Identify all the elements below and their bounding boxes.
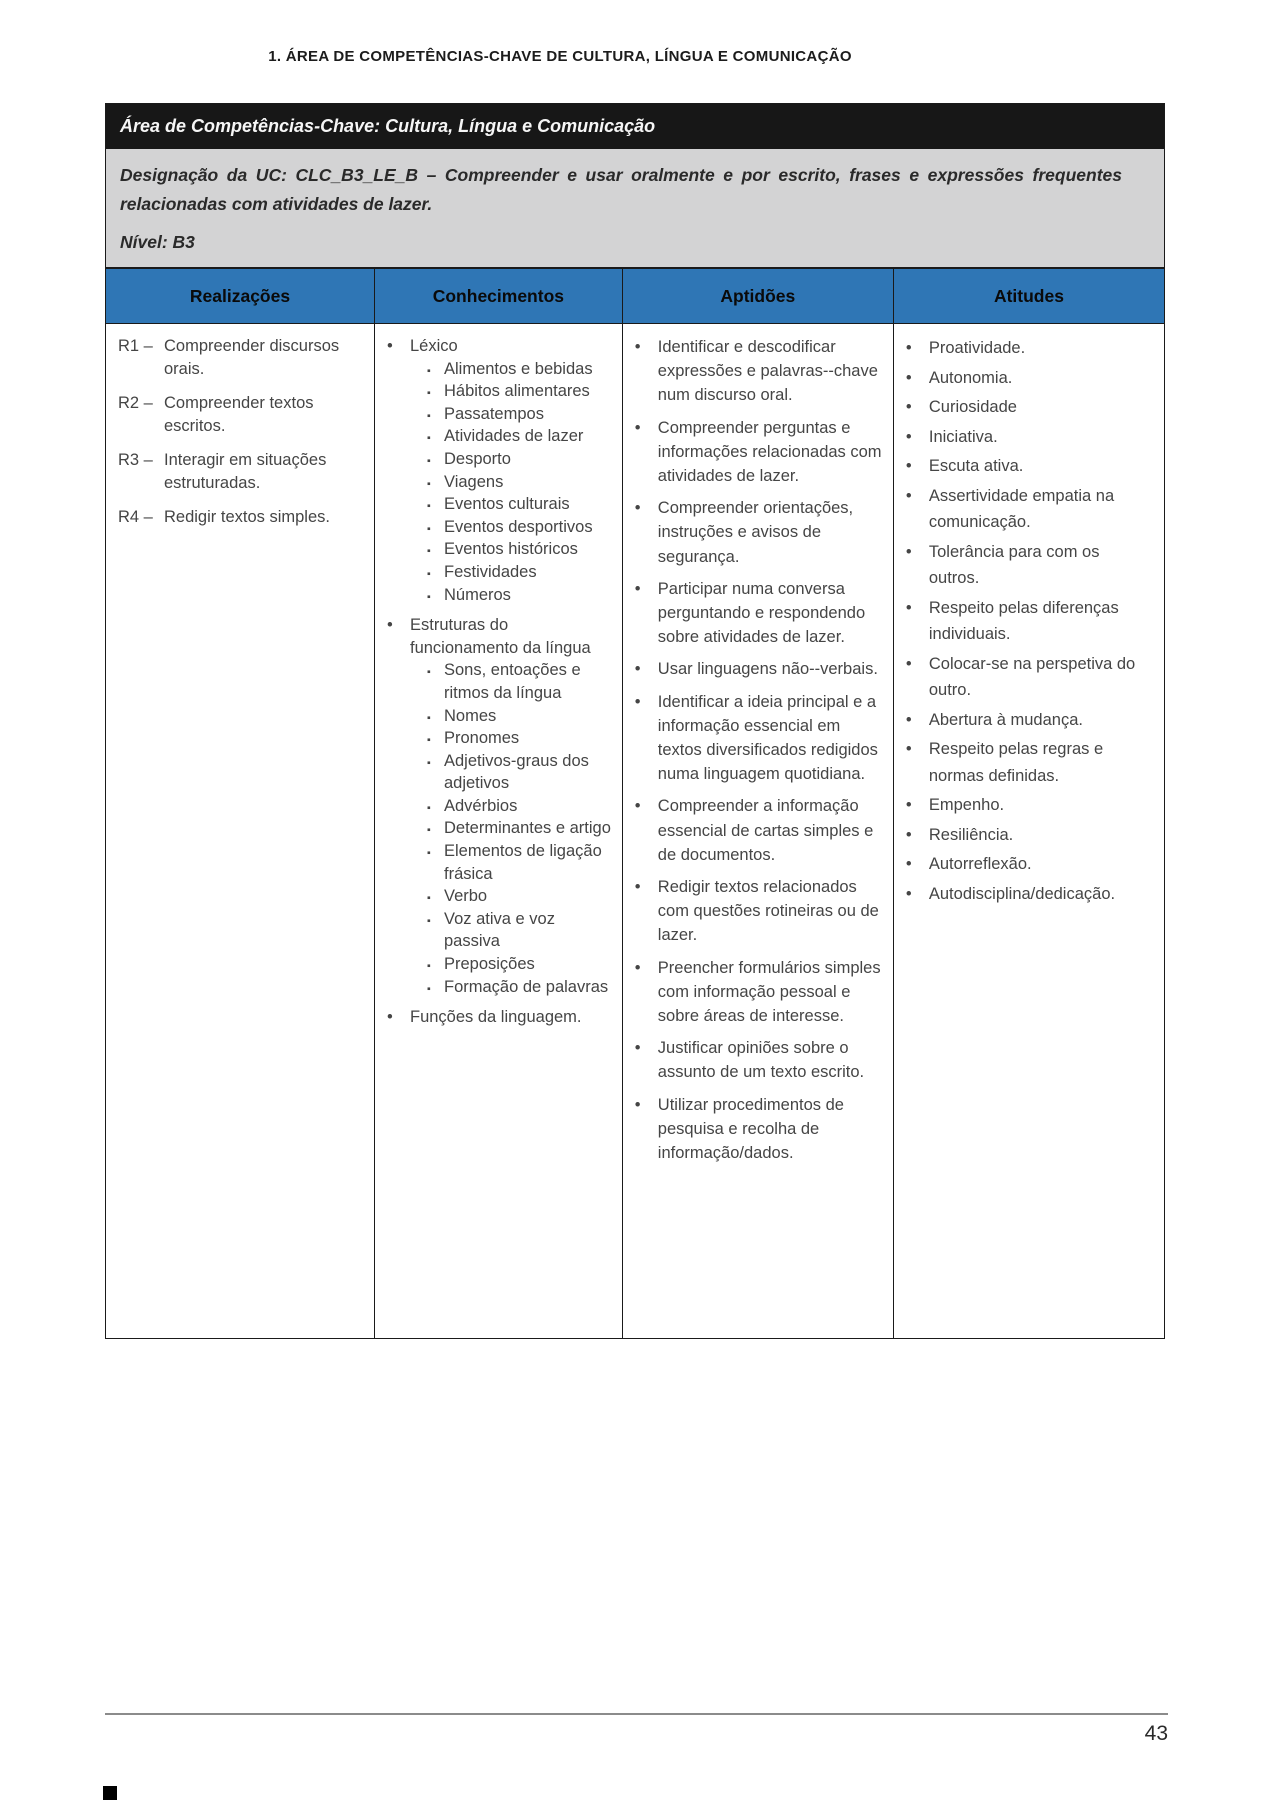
sub-list-item (427, 584, 612, 607)
list-item-text: Justificar opiniões sobre o assunto de um texto escrito. (657, 1039, 865, 1082)
list-item-text: Autorreflexão. (928, 855, 1032, 873)
sub-list-item (427, 358, 612, 381)
uc-designation: Designação da UC: CLC_B3_LE_B – Compreender e usar oralmente e por escrito, frases e expressões frequentes relacionadas com atividades de lazer. (120, 165, 1122, 214)
list-item (906, 707, 1154, 734)
square-bullet-icon: ▪ (426, 590, 431, 603)
square-bullet-icon: ▪ (426, 666, 431, 679)
list-item-text: Curiosidade (928, 398, 1017, 416)
sub-list-item (427, 380, 612, 403)
bullet-icon: • (905, 710, 912, 729)
list-item (635, 1093, 883, 1166)
list-item (387, 614, 612, 998)
sub-list-item (427, 516, 612, 539)
square-bullet-icon: ▪ (426, 477, 431, 490)
list-item (635, 1036, 883, 1084)
col-atitudes (893, 324, 1164, 1339)
competency-table (105, 268, 1165, 1339)
list-item-body (410, 335, 612, 606)
list-item (906, 851, 1154, 878)
sub-list-item-text: Atividades de lazer (443, 427, 584, 446)
list-item (906, 394, 1154, 421)
sub-list-item-text: Elementos de ligação frásica (443, 842, 602, 883)
list-item (635, 496, 883, 569)
square-bullet-icon: ▪ (426, 711, 431, 724)
list-item-text: Iniciativa. (928, 427, 998, 446)
realization-code: R1 – (118, 337, 153, 355)
sub-list-item-text: Formação de palavras (443, 977, 609, 996)
bullet-icon: • (905, 398, 912, 416)
list-item (906, 539, 1154, 592)
list-item-text: Escuta ativa. (928, 457, 1024, 475)
list-item-text: Utilizar procedimentos de pesquisa e recolha de informação/dados. (657, 1095, 844, 1163)
sub-list-item (427, 471, 612, 494)
page-number: 43 (1144, 1722, 1168, 1745)
square-bullet-icon: ▪ (426, 982, 431, 995)
bullet-icon: • (634, 878, 641, 897)
realization-text: Redigir textos simples. (164, 508, 330, 526)
list-item-text: Colocar-se na perspetiva do outro. (928, 654, 1136, 699)
bullet-icon: • (634, 418, 641, 437)
square-bullet-icon: ▪ (426, 960, 431, 973)
square-bullet-icon: ▪ (426, 409, 431, 422)
list-item-text: Compreender a informação essencial de cartas simples e de documentos. (657, 797, 874, 864)
bullet-icon: • (905, 740, 912, 758)
realization-item (118, 449, 364, 495)
sub-list-item (427, 448, 612, 471)
sub-list-item (427, 795, 612, 818)
sub-list-item (427, 659, 612, 704)
column-header-atitudes: Atitudes (893, 269, 1164, 324)
bullet-icon: • (905, 796, 912, 814)
col-aptidoes (622, 324, 893, 1339)
bullet-icon: • (905, 542, 912, 561)
square-bullet-icon: ▪ (426, 454, 431, 467)
list-item-text: Usar linguagens não--verbais. (657, 660, 878, 679)
sub-list (410, 659, 612, 998)
list-item-text: Resiliência. (928, 825, 1014, 844)
sub-list-item-text: Adjetivos-graus dos adjetivos (443, 751, 589, 793)
sub-list-item (427, 727, 612, 750)
bullet-icon: • (634, 579, 641, 598)
sub-list-item-text: Festividades (443, 562, 537, 581)
square-bullet-icon: ▪ (426, 801, 431, 814)
sub-list-item-text: Pronomes (443, 729, 520, 748)
column-header-conhecimentos: Conhecimentos (374, 269, 622, 324)
realization-code: R4 – (118, 508, 153, 526)
list-item-text: Funções da linguagem. (409, 1008, 582, 1027)
square-bullet-icon: ▪ (426, 824, 431, 837)
sub-list-item-text: Passatempos (443, 404, 544, 423)
sub-list-item (427, 425, 612, 448)
column-header-realizacoes: Realizações (106, 269, 375, 324)
bullet-icon: • (386, 1008, 393, 1027)
sub-list-item-text: Nomes (443, 706, 497, 725)
atitudes-list (906, 335, 1154, 907)
sub-list-item-text: Determinantes e artigo (443, 819, 611, 838)
sub-list-item (427, 538, 612, 561)
list-item-text: Estruturas do funcionamento da língua (409, 616, 591, 657)
bullet-icon: • (905, 825, 912, 844)
bullet-icon: • (905, 598, 912, 617)
table-header-row (106, 269, 1165, 324)
bullet-icon: • (905, 339, 912, 357)
list-item-text: Preencher formulários simples com informação pessoal e sobre áreas de interesse. (657, 958, 881, 1026)
column-header-aptidoes: Aptidões (622, 269, 893, 324)
list-item-text: Respeito pelas diferenças individuais. (928, 598, 1119, 643)
realization-item (118, 506, 364, 529)
sub-list-item (427, 817, 612, 840)
list-item-text: Assertividade empatia na comunicação. (928, 486, 1115, 531)
bullet-icon: • (634, 797, 641, 816)
list-item (635, 690, 883, 787)
list-item (906, 365, 1154, 392)
bullet-icon: • (634, 1039, 641, 1058)
bullet-icon: • (905, 368, 912, 387)
realization-code: R2 – (118, 394, 153, 412)
list-item (906, 595, 1154, 648)
list-item (635, 794, 883, 867)
sub-list-item-text: Desporto (443, 449, 511, 468)
list-item-text: Autonomia. (928, 368, 1013, 387)
realization-code: R3 – (118, 451, 153, 469)
sub-list-item (427, 840, 612, 885)
sub-list-item (427, 750, 612, 795)
sub-list-item-text: Advérbios (443, 796, 518, 815)
list-item-text: Respeito pelas regras e normas definidas. (928, 740, 1104, 785)
list-item (635, 577, 883, 650)
sub-list-item-text: Eventos históricos (443, 540, 578, 559)
list-item (906, 483, 1154, 536)
realization-text: Interagir em situações estruturadas. (164, 451, 327, 492)
bullet-icon: • (905, 884, 912, 903)
area-title-bar (106, 104, 1164, 149)
page-corner-mark (103, 1786, 117, 1800)
list-item-text: Compreender orientações, instruções e avisos de segurança. (657, 499, 854, 566)
list-item (635, 875, 883, 948)
sub-list-item-text: Alimentos e bebidas (443, 359, 593, 378)
sub-list-item-text: Viagens (443, 472, 504, 491)
sub-list-item-text: Hábitos alimentares (443, 382, 590, 401)
square-bullet-icon: ▪ (426, 522, 431, 535)
realization-text: Compreender discursos orais. (164, 337, 340, 378)
sub-list-item-text: Verbo (443, 887, 488, 906)
list-item (635, 657, 883, 681)
list-item-text: Compreender perguntas e informações relacionadas com atividades de lazer. (657, 418, 882, 486)
footer-divider (105, 1713, 1168, 1715)
bullet-icon: • (905, 855, 912, 873)
list-item-text: Empenho. (928, 796, 1005, 814)
list-item (906, 335, 1154, 362)
sub-list-item (427, 561, 612, 584)
list-item (387, 335, 612, 606)
list-item-text: Autodisciplina/dedicação. (928, 884, 1116, 903)
uc-designation-bar (106, 149, 1164, 267)
bullet-icon: • (634, 692, 641, 711)
list-item-text: Identificar e descodificar expressões e palavras--chave num discurso oral. (657, 338, 878, 405)
sub-list-item-text: Voz ativa e voz passiva (443, 909, 555, 951)
sub-list-item-text: Preposições (443, 955, 535, 974)
list-item (635, 416, 883, 489)
sub-list-item (427, 976, 612, 999)
bullet-icon: • (634, 499, 641, 518)
bullet-icon: • (634, 958, 641, 977)
list-item-body (410, 1006, 612, 1029)
list-item (906, 822, 1154, 849)
list-item-text: Participar numa conversa perguntando e respondendo sobre atividades de lazer. (657, 579, 866, 647)
sub-list-item (427, 493, 612, 516)
sub-list-item (427, 908, 612, 953)
col-conhecimentos (374, 324, 622, 1339)
aptidoes-list (635, 335, 883, 1165)
col-realizacoes (106, 324, 375, 1339)
bullet-icon: • (634, 338, 641, 356)
list-item-text: Redigir textos relacionados com questões rotineiras ou de lazer. (657, 878, 879, 945)
square-bullet-icon: ▪ (426, 734, 431, 747)
list-item-text: Tolerância para com os outros. (928, 542, 1100, 587)
bullet-icon: • (634, 1095, 641, 1114)
realization-item (118, 392, 364, 438)
area-title: Área de Competências-Chave: Cultura, Língua e Comunicação (120, 116, 656, 136)
sub-list-item (427, 403, 612, 426)
square-bullet-icon: ▪ (426, 500, 431, 513)
bullet-icon: • (386, 337, 393, 355)
square-bullet-icon: ▪ (426, 847, 431, 860)
bullet-icon: • (905, 654, 912, 673)
square-bullet-icon: ▪ (426, 914, 431, 927)
bullet-icon: • (905, 457, 912, 475)
list-item (906, 424, 1154, 451)
bullet-icon: • (634, 660, 641, 679)
realizacoes-list (118, 335, 364, 529)
list-item (387, 1006, 612, 1029)
list-item (906, 792, 1154, 819)
page-header: 1. ÁREA DE COMPETÊNCIAS-CHAVE DE CULTURA, LÍNGUA E COMUNICAÇÃO (268, 48, 852, 65)
bullet-icon: • (905, 486, 912, 505)
sub-list-item-text: Sons, entoações e ritmos da língua (443, 661, 581, 702)
square-bullet-icon: ▪ (426, 756, 431, 769)
list-item (906, 453, 1154, 480)
list-item (906, 736, 1154, 789)
square-bullet-icon: ▪ (426, 545, 431, 558)
list-item (635, 335, 883, 408)
table-body-row (106, 324, 1165, 1339)
realization-item (118, 335, 364, 381)
sub-list-item-text: Eventos culturais (443, 495, 570, 514)
conhecimentos-list (387, 335, 612, 1029)
list-item-text: Identificar a ideia principal e a informação essencial em textos diversificados redigidos numa linguagem quotidiana. (657, 692, 878, 784)
sub-list-item (427, 705, 612, 728)
list-item-text: Abertura à mudança. (928, 710, 1083, 729)
sub-list-item (427, 953, 612, 976)
square-bullet-icon: ▪ (426, 387, 431, 400)
list-item-text: Proatividade. (928, 339, 1026, 357)
list-item (906, 881, 1154, 908)
list-item-text: Léxico (409, 337, 458, 355)
list-item (635, 956, 883, 1029)
banner-box (105, 103, 1165, 268)
square-bullet-icon: ▪ (426, 364, 431, 377)
bullet-icon: • (905, 427, 912, 446)
sub-list-item-text: Números (443, 585, 511, 604)
sub-list-item (427, 885, 612, 908)
square-bullet-icon: ▪ (426, 432, 431, 445)
square-bullet-icon: ▪ (426, 567, 431, 580)
realization-text: Compreender textos escritos. (164, 394, 314, 435)
sub-list-item-text: Eventos desportivos (443, 517, 593, 536)
list-item-body (410, 614, 612, 998)
sub-list (410, 358, 612, 607)
list-item (906, 651, 1154, 704)
uc-level: Nível: B3 (120, 232, 195, 252)
bullet-icon: • (386, 616, 393, 635)
square-bullet-icon: ▪ (426, 892, 431, 905)
